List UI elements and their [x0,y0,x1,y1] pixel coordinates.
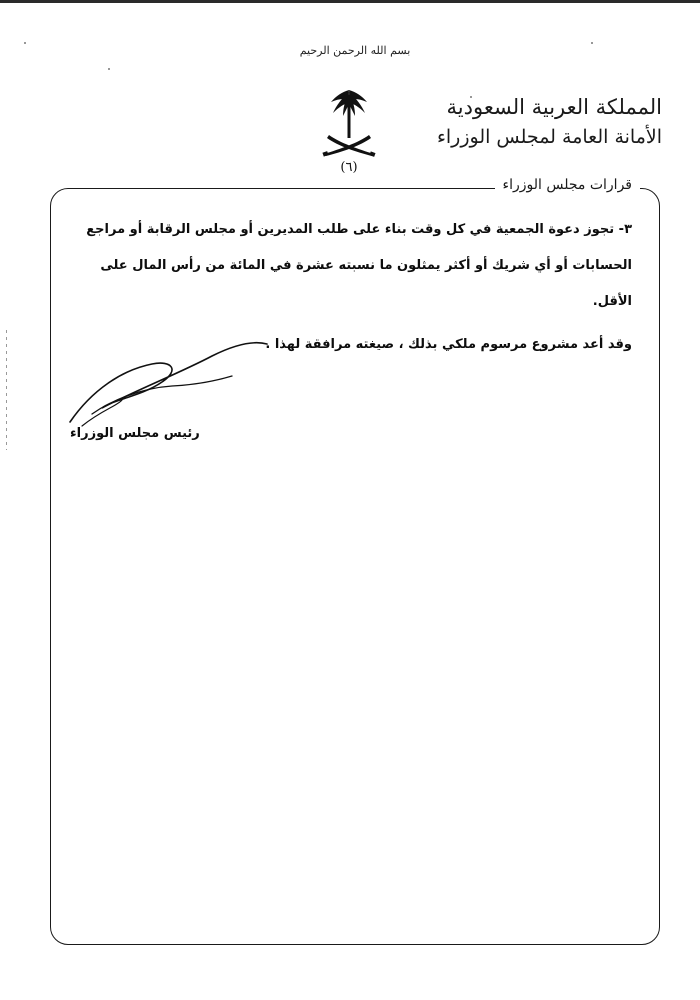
secretariat-name: الأمانة العامة لمجلس الوزراء [436,126,662,148]
letterhead-title [422,92,662,152]
scan-speck [591,42,593,44]
frame-label: قرارات مجلس الوزراء [495,177,640,193]
page-number: (٦) [340,160,358,175]
scan-left-edge [6,330,7,450]
bismillah: بسم الله الرحمن الرحيم [299,44,411,57]
handwritten-signature [62,330,272,430]
scan-speck [24,42,26,44]
clause-3: ٣- تجوز دعوة الجمعية في كل وقت بناء على طلب المديرين أو مجلس الرقابة أو مراجع الحسابات أو أي شريك أو أكثر يمثلون ما نسبته عشرة في المائة من رأس المال على الأقل. [86,222,632,309]
kingdom-name: المملكة العربية السعودية [446,95,662,119]
closing-statement: وقد أعد مشروع مرسوم ملكي بذلك ، صيغته مرافقة لهذا . [265,337,632,352]
scan-top-edge [0,0,700,3]
scan-speck [108,68,110,70]
signatory-title: رئيس مجلس الوزراء [70,426,200,441]
saudi-emblem-icon [318,86,380,164]
